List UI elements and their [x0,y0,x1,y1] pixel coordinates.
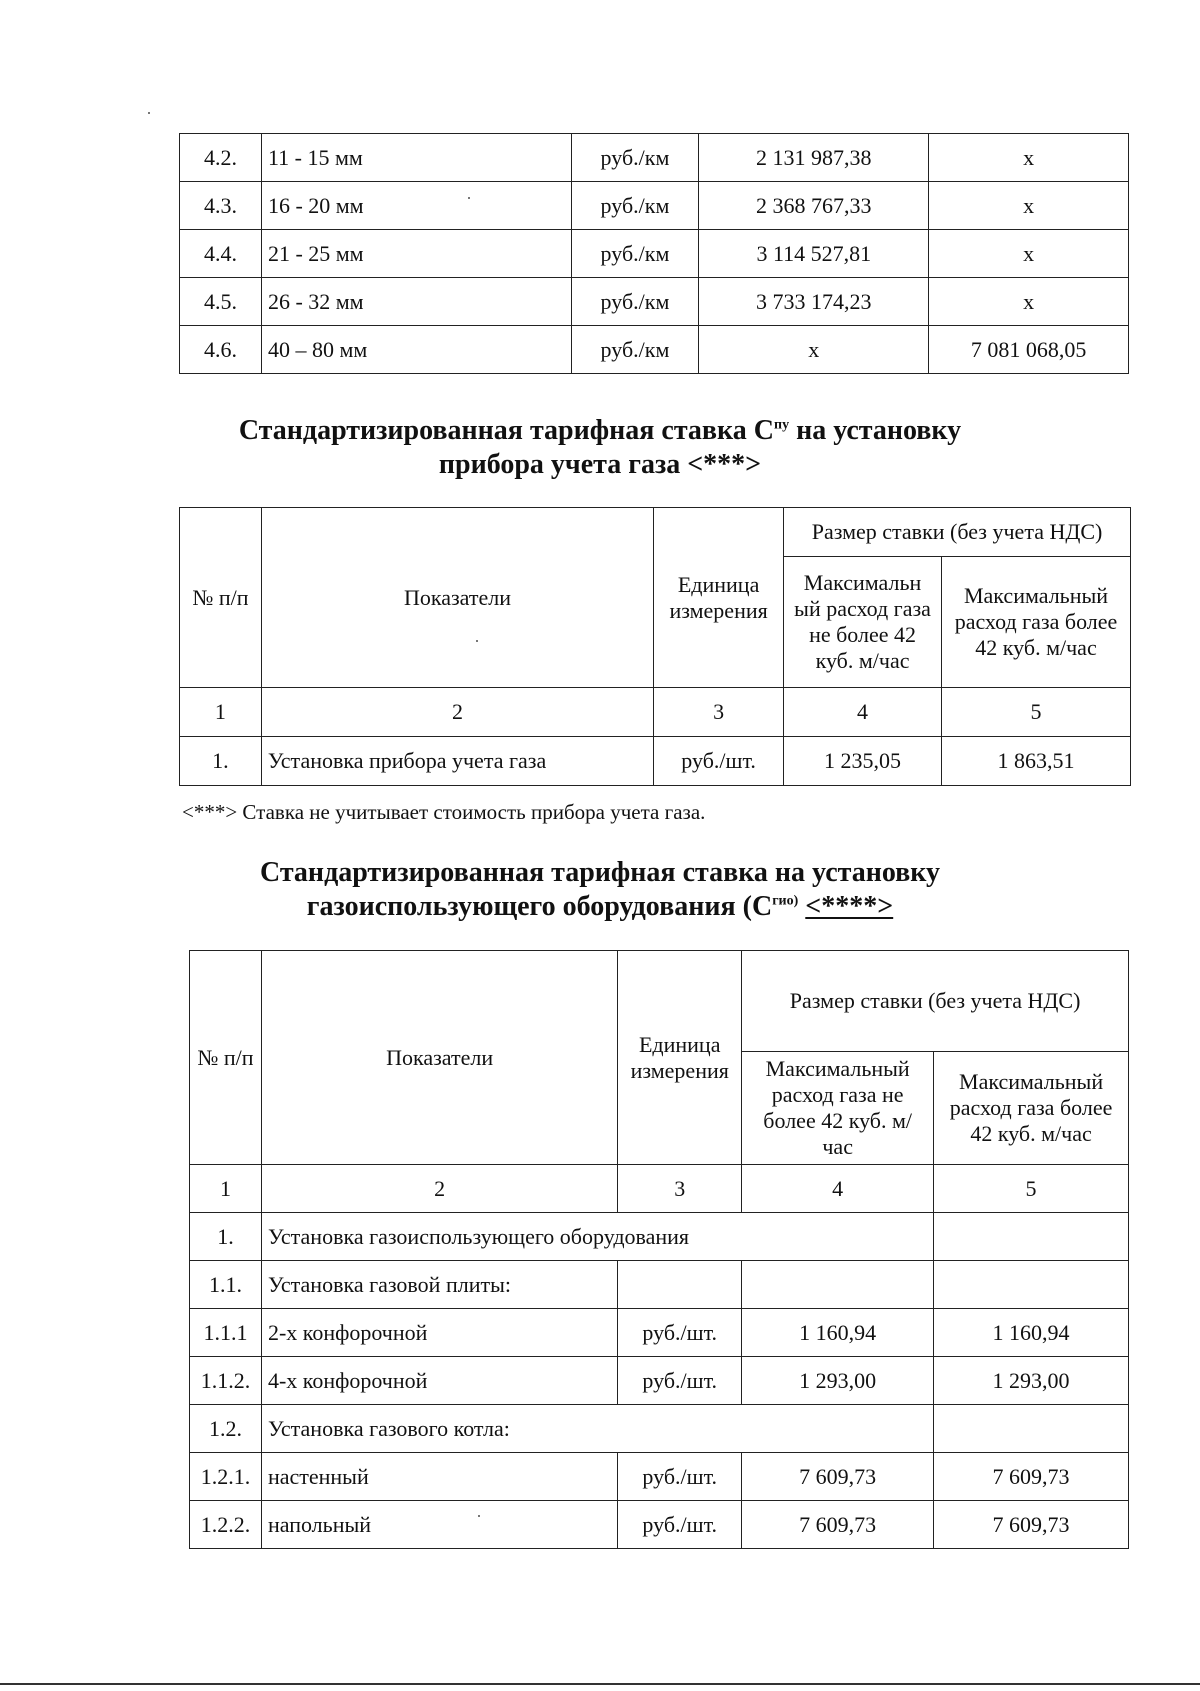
row-unit: руб./шт. [618,1309,742,1357]
column-number-row [190,1165,1129,1213]
scan-speck [148,112,150,114]
col-number: 1 [180,688,262,737]
row-number: 4.5. [180,278,262,326]
row-value-2: 7 609,73 [934,1453,1129,1501]
row-unit: руб./шт. [618,1453,742,1501]
heading-line-1 [0,414,1200,448]
row-name: 40 – 80 мм [261,326,571,374]
heading-text: газоиспользующего оборудования (С [306,891,773,922]
row-value-1: 2 368 767,33 [699,182,929,230]
row-value-2: 1 160,94 [934,1309,1129,1357]
header-row [190,951,1129,1052]
row-number: 4.6. [180,326,262,374]
row-value-2: 1 863,51 [942,737,1131,786]
row-name: 16 - 20 мм [261,182,571,230]
heading-text: на установку [789,415,962,446]
table-equipment-installation [189,950,1129,1549]
row-empty-cell [934,1405,1129,1453]
header-unit: Единица измерения [654,508,784,688]
header-col-4: Максимальный расход газа не более 42 куб. м/час [742,1052,934,1165]
row-number: 1.2. [190,1405,262,1453]
section-2-heading [0,414,1200,482]
table-row [190,1501,1129,1549]
row-value-2: х [929,230,1129,278]
row-empty-cell [934,1213,1129,1261]
row-value-2: х [929,134,1129,182]
table-row [190,1309,1129,1357]
header-col-4: Максимальн ый расход газа не более 42 куб. м/час [784,557,942,688]
table-row [180,326,1129,374]
row-value-1: 7 609,73 [742,1453,934,1501]
scan-speck [476,640,478,642]
row-unit: руб./км [571,326,699,374]
row-number: 4.3. [180,182,262,230]
table-row [190,1213,1129,1261]
col-number: 2 [261,1165,617,1213]
row-number: 1.2.1. [190,1453,262,1501]
table-row [190,1453,1129,1501]
row-value-1: 1 293,00 [742,1357,934,1405]
header-col-5: Максимальный расход газа более 42 куб. м/час [942,557,1131,688]
header-col-5: Максимальный расход газа более 42 куб. м/час [934,1052,1129,1165]
table-row [180,182,1129,230]
section-3-heading [0,856,1200,924]
header-indicators: Показатели [261,951,617,1165]
heading-line-1: Стандартизированная тарифная ставка на установку [259,857,941,888]
col-number: 2 [261,688,653,737]
table-row [180,737,1131,786]
row-number: 1.2.2. [190,1501,262,1549]
row-empty-cell [618,1261,742,1309]
row-unit: руб./км [571,230,699,278]
header-num: № п/п [180,508,262,688]
table-row [180,278,1129,326]
column-number-row [180,688,1131,737]
header-indicators: Показатели [261,508,653,688]
row-number: 1.1. [190,1261,262,1309]
header-rate: Размер ставки (без учета НДС) [742,951,1129,1052]
row-name: 26 - 32 мм [261,278,571,326]
row-value-2: х [929,182,1129,230]
row-number: 1.1.1 [190,1309,262,1357]
row-value-1: 2 131 987,38 [699,134,929,182]
row-empty-cell [934,1261,1129,1309]
row-name: напольный [261,1501,617,1549]
row-value-2: х [929,278,1129,326]
col-number: 5 [934,1165,1129,1213]
header-rate: Размер ставки (без учета НДС) [784,508,1131,557]
col-number: 3 [618,1165,742,1213]
table-row [190,1357,1129,1405]
row-unit: руб./шт. [654,737,784,786]
row-number: 4.4. [180,230,262,278]
col-number: 4 [784,688,942,737]
row-name: 2-х конфорочной [261,1309,617,1357]
row-name: Установка газоиспользующего оборудования [261,1213,933,1261]
row-name: 4-х конфорочной [261,1357,617,1405]
heading-line-2: прибора учета газа <***> [438,449,762,480]
heading-line-2 [0,890,1200,924]
scan-speck [478,1515,480,1517]
row-name: Установка газовой плиты: [261,1261,617,1309]
row-name: 11 - 15 мм [261,134,571,182]
heading-superscript: пу [774,417,790,433]
row-name: настенный [261,1453,617,1501]
footnote: <***> Ставка не учитывает стоимость прибора учета газа. [182,800,706,824]
col-number: 5 [942,688,1131,737]
row-value-1: 1 160,94 [742,1309,934,1357]
table-meter-installation [179,507,1131,786]
row-name: 21 - 25 мм [261,230,571,278]
row-unit: руб./км [571,278,699,326]
row-unit: руб./шт. [618,1501,742,1549]
row-value-1: х [699,326,929,374]
row-value-2: 7 081 068,05 [929,326,1129,374]
row-name: Установка прибора учета газа [261,737,653,786]
scan-speck [468,197,470,199]
row-unit: руб./шт. [618,1357,742,1405]
row-unit: руб./км [571,182,699,230]
row-value-1: 1 235,05 [784,737,942,786]
row-value-2: 7 609,73 [934,1501,1129,1549]
col-number: 3 [654,688,784,737]
col-number: 4 [742,1165,934,1213]
header-unit: Единица измерения [618,951,742,1165]
heading-superscript: гио) [772,893,799,909]
row-unit: руб./км [571,134,699,182]
table-row [190,1405,1129,1453]
header-row [180,508,1131,557]
table-row [180,134,1129,182]
header-num: № п/п [190,951,262,1165]
row-value-1: 3 733 174,23 [699,278,929,326]
table-row [180,230,1129,278]
table-row [190,1261,1129,1309]
row-value-2: 1 293,00 [934,1357,1129,1405]
col-number: 1 [190,1165,262,1213]
page-bottom-edge [0,1683,1200,1685]
row-number: 1.1.2. [190,1357,262,1405]
footnote-reference: <****> [805,891,894,922]
row-number: 4.2. [180,134,262,182]
table-pipe-rates [179,133,1129,374]
heading-text: Стандартизированная тарифная ставка С [238,415,774,446]
row-empty-cell [742,1261,934,1309]
row-value-1: 7 609,73 [742,1501,934,1549]
row-name: Установка газового котла: [261,1405,933,1453]
row-number: 1. [180,737,262,786]
row-number: 1. [190,1213,262,1261]
row-value-1: 3 114 527,81 [699,230,929,278]
